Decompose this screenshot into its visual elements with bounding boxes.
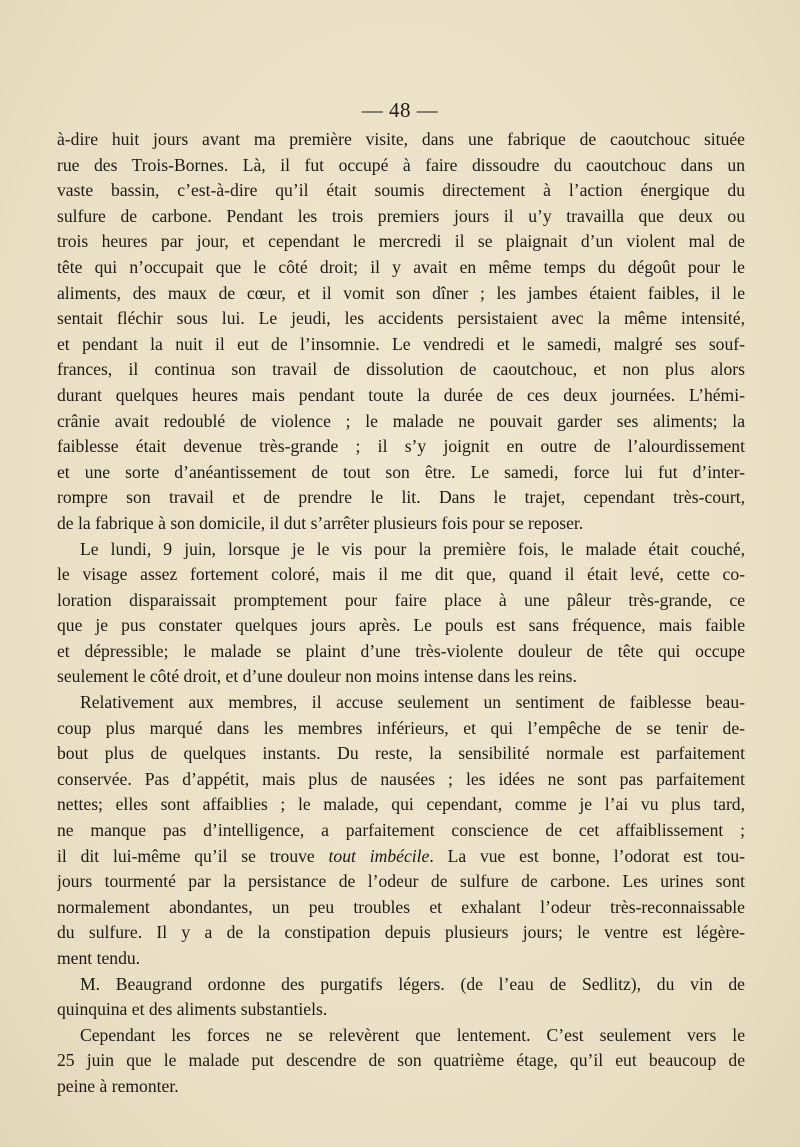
text-line: peine à remonter. [57,1075,179,1096]
paragraph [57,972,745,1023]
italic-phrase: tout imbécile [328,845,430,866]
text-line: sentait fléchir sous lui. Le jeudi, les accidents persistaient avec la même intensité, [57,308,745,329]
text-line: coup plus marqué dans les membres inférieurs, et qui l’empêche de se tenir de- [57,717,745,738]
text-line: Cependant les forces ne se relevèrent que lentement. C’est seulement vers le [80,1024,745,1045]
paragraph [57,1023,745,1100]
text-line: durant quelques heures mais pendant toute la durée de ces deux journées. L’hémi- [57,384,745,405]
text-line: de la fabrique à son domicile, il dut s’arrêter plusieurs fois pour se reposer. [57,512,584,533]
paragraph [57,537,745,691]
text-line: tête qui n’occupait que le côté droit; il y avait en même temps du dégoût pour le [57,256,745,277]
text-line: sulfure de carbone. Pendant les trois premiers jours il u’y travailla que deux ou [57,205,745,226]
text-line: bout plus de quelques instants. Du reste, la sensibilité normale est parfaitement [57,743,745,764]
paragraph [57,127,745,537]
text-line: frances, il continua son travail de dissolution de caoutchouc, et non plus alors [57,359,745,380]
text-line: Le lundi, 9 juin, lorsque je le vis pour la première fois, le malade était couché, [80,538,745,559]
text-line: et une sorte d’anéantissement de tout son être. Le samedi, force lui fut d’inter- [57,461,745,482]
text-line: et dépressible; le malade se plaint d’une très-violente douleur de tête qui occupe [57,640,745,661]
text-line: du sulfure. Il y a de la constipation depuis plusieurs jours; le ventre est légère- [57,922,745,943]
text-line: et pendant la nuit il eut de l’insomnie. Le vendredi et le samedi, malgré ses souf- [57,333,745,354]
text-line: 25 juin que le malade put descendre de son quatrième étage, qu’il eut beaucoup de [57,1050,745,1071]
text-line: Relativement aux membres, il accuse seulement un sentiment de faiblesse beau- [80,692,745,713]
text-line: crânie avait redoublé de violence ; le malade ne pouvait garder ses aliments; la [57,410,745,431]
text-line: loration disparaissait promptement pour faire place à une pâleur très-grande, ce [57,589,745,610]
text-line: à-dire huit jours avant ma première visite, dans une fabrique de caoutchouc située [57,129,745,149]
text-line: rompre son travail et de prendre le lit. Dans le trajet, cependant très-court, [57,487,745,508]
text-line: rue des Trois-Bornes. Là, il fut occupé à faire dissoudre du caoutchouc dans un [57,154,745,175]
text-line: quinquina et des aliments substantiels. [57,999,328,1020]
text-line: il dit lui-même qu’il se trouve tout imbécile. La vue est bonne, l’odorat est tou- [57,845,745,866]
text-line: normalement abondantes, un peu troubles et exhalant l’odeur très-reconnaissable [57,896,745,917]
text-line: jours tourmenté par la persistance de l’odeur de sulfure de carbone. Les urines sont [57,871,745,892]
text-line: ment tendu. [57,948,141,968]
body-text [57,127,745,1100]
paragraph [57,690,745,972]
text-line: aliments, des maux de cœur, et il vomit son dîner ; les jambes étaient faibles, il le [57,282,745,303]
text-line: ne manque pas d’intelligence, a parfaitement conscience de cet affaiblissement ; [57,820,745,841]
text-line: vaste bassin, c’est-à-dire qu’il était soumis directement à l’action énergique du [57,180,745,201]
text-line: nettes; elles sont affaiblies ; le malade, qui cependant, comme je l’ai vu plus tard, [57,794,745,815]
text-line: conservée. Pas d’appétit, mais plus de nausées ; les idées ne sont pas parfaitement [57,768,745,789]
text-line: trois heures par jour, et cependant le mercredi il se plaignait d’un violent mal de [57,231,745,252]
text-line: M. Beaugrand ordonne des purgatifs légers. (de l’eau de Sedlitz), du vin de [80,973,745,994]
page-number: — 48 — [361,98,439,122]
text-line: faiblesse était devenue très-grande ; il s’y joignit en outre de l’alourdissement [57,436,745,457]
text-line: seulement le côté droit, et d’une douleur non moins intense dans les reins. [57,666,577,687]
text-line: que je pus constater quelques jours après. Le pouls est sans fréquence, mais faible [57,615,745,636]
text-line: le visage assez fortement coloré, mais il me dit que, quand il était levé, cette co- [57,564,745,585]
